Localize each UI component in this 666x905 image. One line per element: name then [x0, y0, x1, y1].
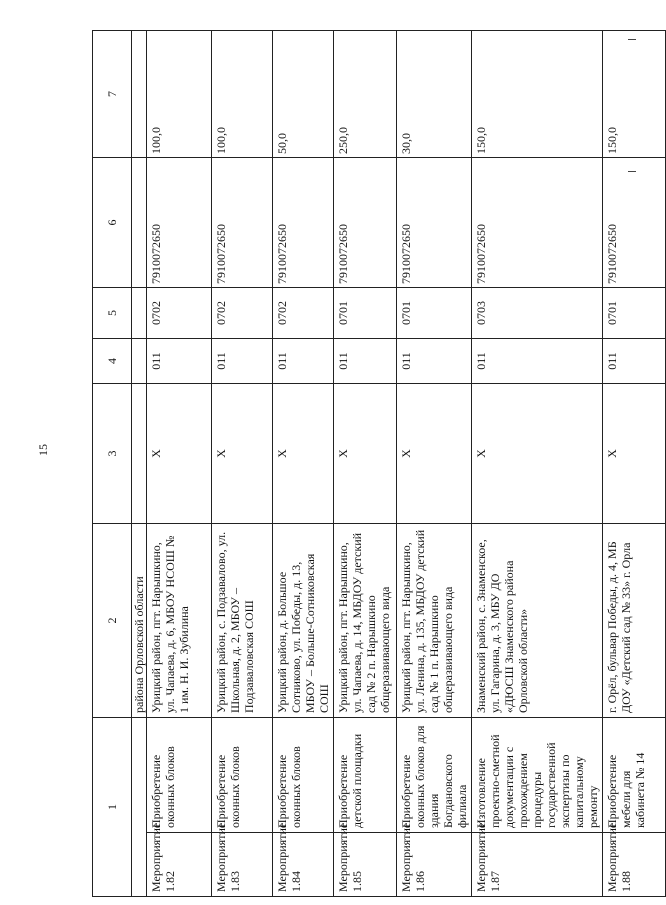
- table-wrapper: [92, 31, 647, 897]
- code-6-cell: 7910072650: [334, 158, 397, 288]
- code-6-cell: 7910072650: [603, 158, 666, 288]
- continuation-address: района Орловской области: [132, 524, 147, 718]
- mark-cell: X: [397, 384, 472, 524]
- name-cell: Приобретение оконных блоков: [273, 718, 334, 833]
- mark-cell: X: [603, 384, 666, 524]
- table-row: [212, 31, 273, 897]
- table-row: [397, 31, 472, 897]
- event-cell: Мероприятие 1.85: [334, 833, 397, 897]
- table-row: [334, 31, 397, 897]
- header-col-6: 5: [93, 288, 132, 339]
- page-number: 15: [36, 444, 50, 456]
- address-cell: Урицкий район, пгт. Нарышкино, ул. Чапаева, д. 6, МБОУ НСОШ № 1 им. Н. И. Зубилина: [147, 524, 212, 718]
- amount-cell: 150,0: [472, 31, 603, 158]
- code-4-cell: 011: [212, 339, 273, 384]
- table-row: [147, 31, 212, 897]
- header-col-5: 4: [93, 339, 132, 384]
- code-4-cell: 011: [603, 339, 666, 384]
- code-6-cell: 7910072650: [472, 158, 603, 288]
- name-cell: Приобретение оконных блоков для здания Богдановского филиала: [397, 718, 472, 833]
- header-col-3: 2: [93, 524, 132, 718]
- name-cell: Изготовление проектно-сметной документации с прохождением процедуры государственной экспертизы по капитальному ремонту: [472, 718, 603, 833]
- code-5-cell: 0701: [603, 288, 666, 339]
- name-cell: Приобретение оконных блоков: [212, 718, 273, 833]
- amount-cell: 100,0: [147, 31, 212, 158]
- address-cell: Урицкий район, с. Подзавалово, ул. Школьная, д. 2, МБОУ – Подзаваловская СОШ: [212, 524, 273, 718]
- code-5-cell: 0702: [212, 288, 273, 339]
- code-5-cell: 0701: [397, 288, 472, 339]
- header-row: [93, 31, 132, 897]
- amount-cell: 30,0: [397, 31, 472, 158]
- amount-cell: 150,0: [603, 31, 666, 158]
- event-cell: Мероприятие 1.84: [273, 833, 334, 897]
- table-row: [472, 31, 603, 897]
- amount-cell: 100,0: [212, 31, 273, 158]
- header-col-8: 7: [93, 31, 132, 158]
- code-5-cell: 0702: [147, 288, 212, 339]
- continuation-row: [132, 31, 147, 897]
- event-cell: Мероприятие 1.83: [212, 833, 273, 897]
- address-cell: Знаменский район, с. Знаменское, ул. Гагарина, д. 3, МБУ ДО «ДЮСШ Знаменского района Орловской области»: [472, 524, 603, 718]
- mark-cell: X: [147, 384, 212, 524]
- code-6-cell: 7910072650: [397, 158, 472, 288]
- code-6-cell: 7910072650: [273, 158, 334, 288]
- code-4-cell: 011: [334, 339, 397, 384]
- code-4-cell: 011: [273, 339, 334, 384]
- header-col-1: 1: [93, 718, 132, 897]
- code-5-cell: 0703: [472, 288, 603, 339]
- amount-cell: 250,0: [334, 31, 397, 158]
- address-cell: г. Орёл, бульвар Победы, д. 4, МБ ДОУ «Детский сад № 33» г. Орла: [603, 524, 666, 718]
- code-6-cell: 7910072650: [147, 158, 212, 288]
- mark-cell: X: [212, 384, 273, 524]
- name-cell: Приобретение детской площадки: [334, 718, 397, 833]
- budget-table: [92, 30, 666, 897]
- event-cell: Мероприятие 1.87: [472, 833, 603, 897]
- address-cell: Урицкий район, д. Большое Сотниково, ул. Победы, д. 13, МБОУ – Больше-Сотниковская СОШ: [273, 524, 334, 718]
- event-cell: Мероприятие 1.86: [397, 833, 472, 897]
- mark-cell: X: [472, 384, 603, 524]
- header-col-4: 3: [93, 384, 132, 524]
- mark-cell: X: [334, 384, 397, 524]
- address-cell: Урицкий район, пгт. Нарышкино, ул. Ленина, д. 135, МБДОУ детский сад № 1 п. Нарышкино общеразвивающего вида: [397, 524, 472, 718]
- name-cell: Приобретение мебели для кабинета № 14: [603, 718, 666, 833]
- code-6-cell: 7910072650: [212, 158, 273, 288]
- table-row: [273, 31, 334, 897]
- code-4-cell: 011: [472, 339, 603, 384]
- code-4-cell: 011: [397, 339, 472, 384]
- code-5-cell: 0701: [334, 288, 397, 339]
- code-5-cell: 0702: [273, 288, 334, 339]
- code-4-cell: 011: [147, 339, 212, 384]
- name-cell: Приобретение оконных блоков: [147, 718, 212, 833]
- header-col-7: 6: [93, 158, 132, 288]
- event-cell: Мероприятие 1.88: [603, 833, 666, 897]
- address-cell: Урицкий район, пгт. Нарышкино, ул. Чапаева, д. 14, МБДОУ детский сад № 2 п. Нарышкино общеразвивающего вида: [334, 524, 397, 718]
- event-cell: Мероприятие 1.82: [147, 833, 212, 897]
- amount-cell: 50,0: [273, 31, 334, 158]
- mark-cell: X: [273, 384, 334, 524]
- table-row: [603, 31, 666, 897]
